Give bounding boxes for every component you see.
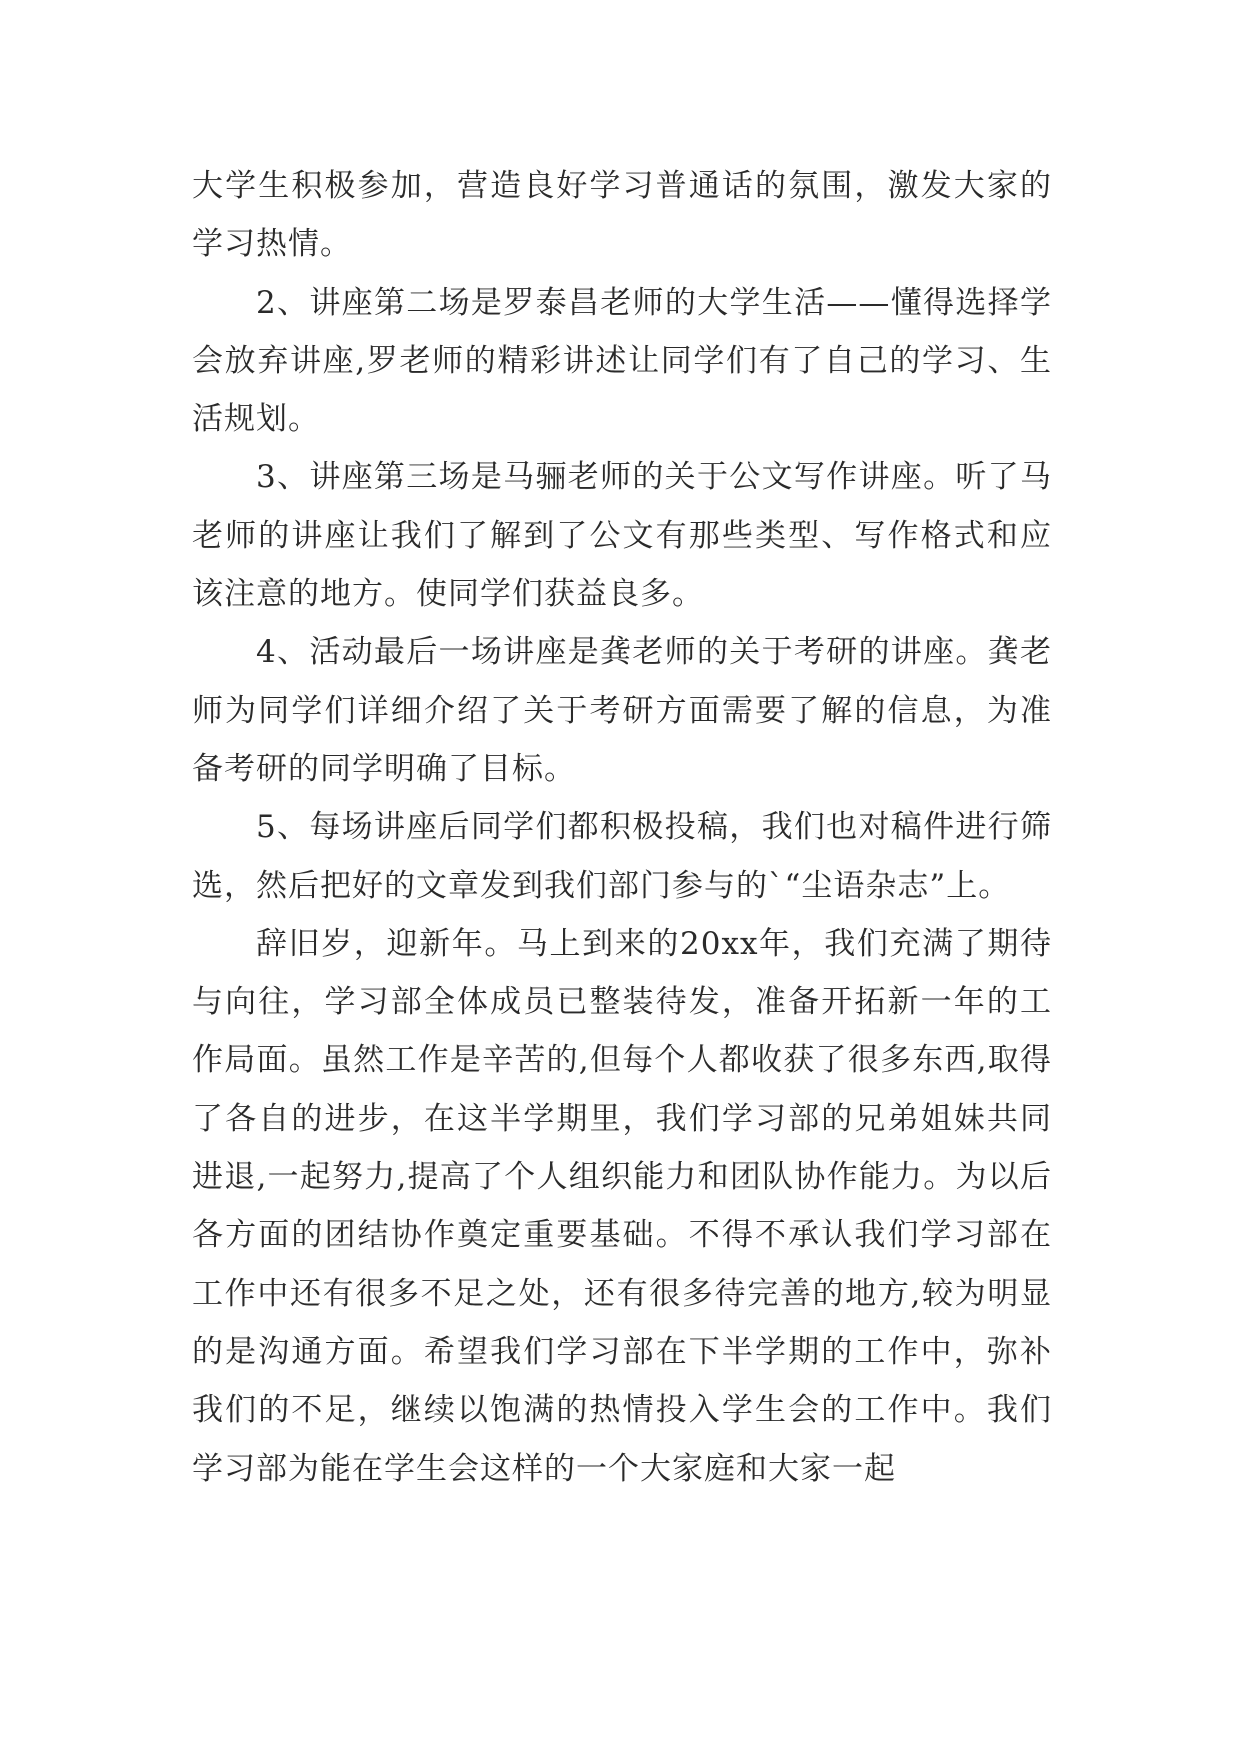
paragraph-item-2: 2、讲座第二场是罗泰昌老师的大学生活——懂得选择学会放弃讲座,罗老师的精彩讲述让同学们有了自己的学习、生活规划。 [192,284,1052,438]
paragraph-item-5: 5、每场讲座后同学们都积极投稿，我们也对稿件进行筛选，然后把好的文章发到我们部门参与的`“尘语杂志”上。 [192,809,1052,904]
paragraph-item-4: 4、活动最后一场讲座是龚老师的关于考研的讲座。龚老师为同学们详细介绍了关于考研方面需要了解的信息，为准备考研的同学明确了目标。 [192,634,1052,787]
paragraph-continued: 大学生积极参加，营造良好学习普通话的氛围，激发大家的学习热情。 [192,168,1052,263]
document-body [192,157,1052,1498]
paragraph-item-3: 3、讲座第三场是马骊老师的关于公文写作讲座。听了马老师的讲座让我们了解到了公文有那些类型、写作格式和应该注意的地方。使同学们获益良多。 [192,459,1052,613]
paragraph-summary: 辞旧岁，迎新年。马上到来的20xx年，我们充满了期待与向往，学习部全体成员已整装待发，准备开拓新一年的工作局面。虽然工作是辛苦的,但每个人都收获了很多东西,取得了各自的进步，在这半学期里，我们学习部的兄弟姐妹共同进退,一起努力,提高了个人组织能力和团队协作能力。为以后各方面的团结协作奠定重要基础。不得不承认我们学习部在工作中还有很多不足之处，还有很多待完善的地方,较为明显的是沟通方面。希望我们学习部在下半学期的工作中，弥补我们的不足，继续以饱满的热情投入学生会的工作中。我们学习部为能在学生会这样的一个大家庭和大家一起 [192,925,1052,1487]
